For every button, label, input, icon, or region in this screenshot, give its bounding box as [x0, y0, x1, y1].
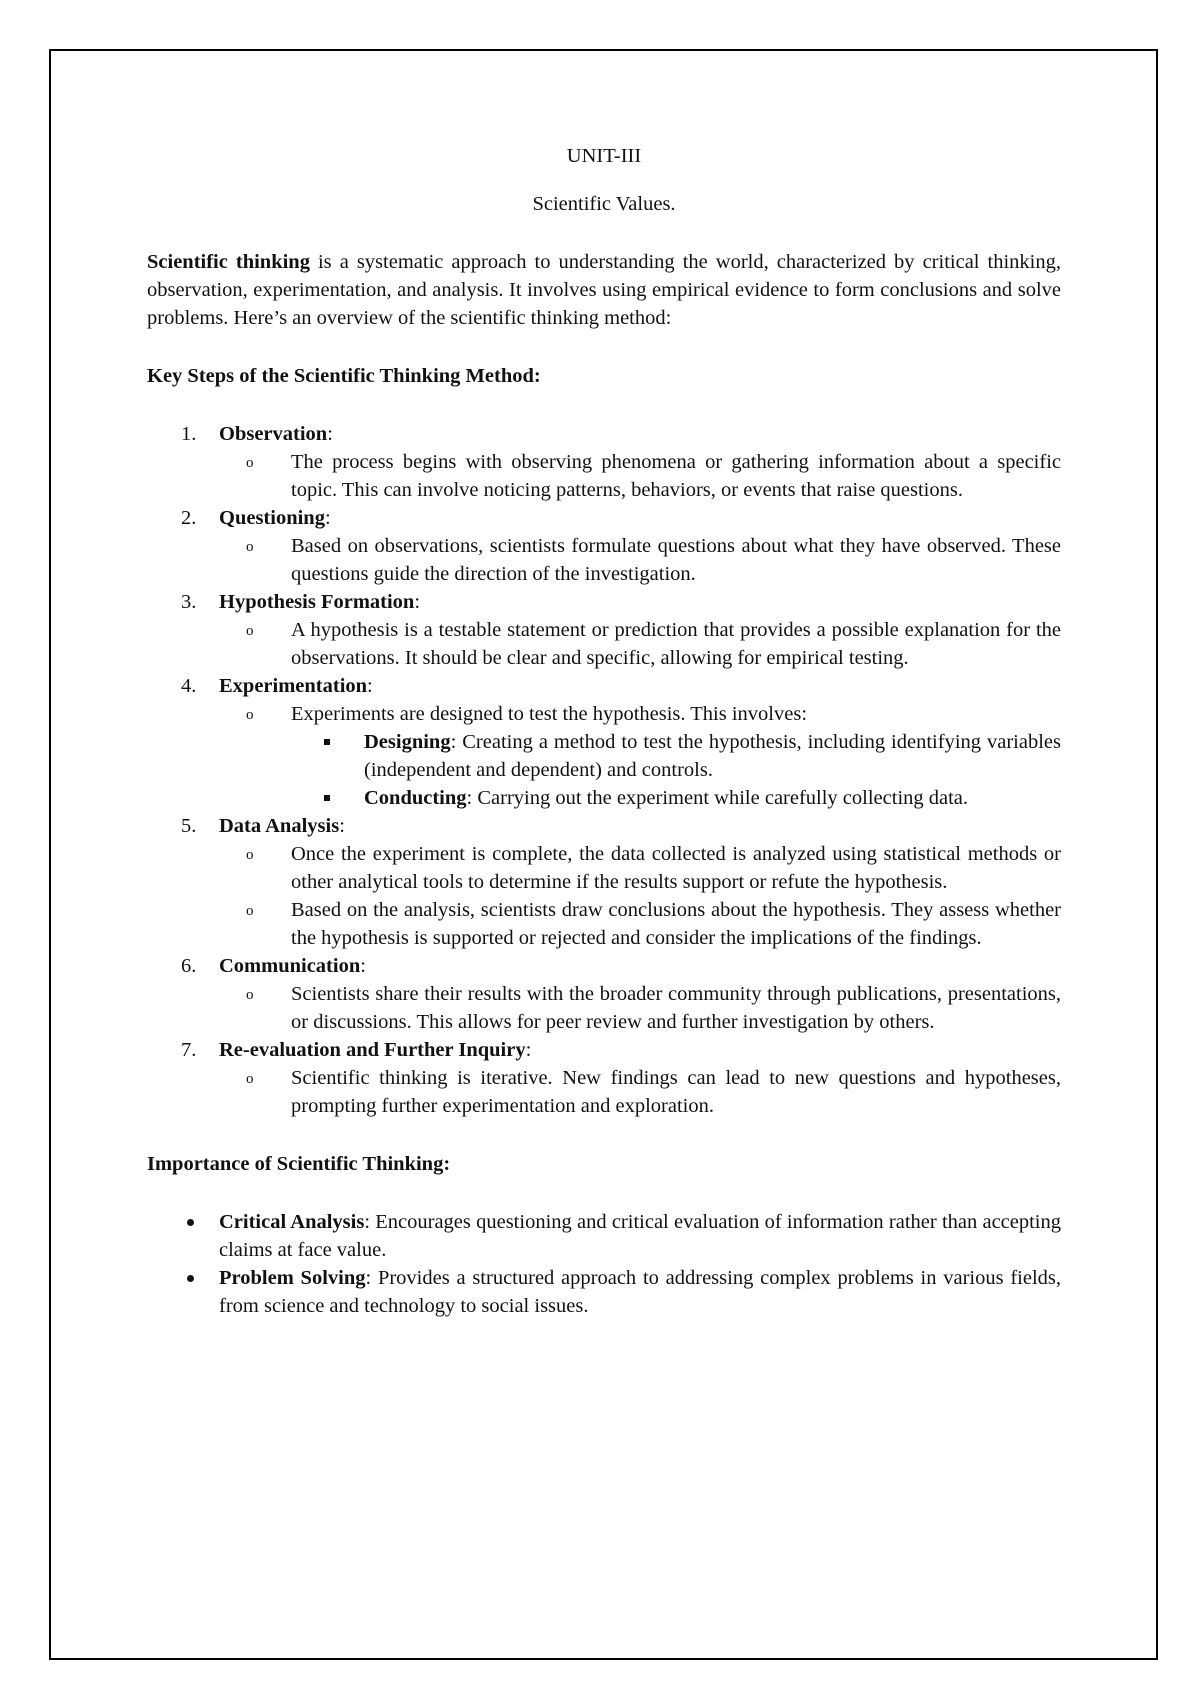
step-number: 7.: [181, 1039, 197, 1061]
step-item: [147, 1036, 1061, 1120]
step-number: 5.: [181, 815, 197, 837]
dot-bullet-icon: [187, 1275, 194, 1282]
step-title: Communication: [219, 955, 361, 977]
step-item: [147, 588, 1061, 672]
circle-bullet-icon: o: [246, 455, 254, 471]
steps-list: [147, 420, 1061, 1120]
importance-title: Problem Solving: [219, 1267, 366, 1289]
step-suffix: :: [414, 591, 421, 613]
intro-text: is a systematic approach to understanding the world, characterized by critical thinking, observation, experimentation, and analysis. It involves using empirical evidence to form conclusions and solve problems. Here’s an overview of the scientific thinking method:: [147, 251, 1061, 329]
sub-point-title: Designing: [364, 731, 451, 753]
step-points: [219, 840, 1061, 952]
step-points: [219, 616, 1061, 672]
importance-title: Critical Analysis: [219, 1211, 365, 1233]
step-point-text: Based on the analysis, scientists draw conclusions about the hypothesis. They assess whether the hypothesis is supported or rejected and consider the implications of the findings.: [291, 899, 1061, 949]
step-item: [147, 812, 1061, 952]
step-point-text: The process begins with observing phenomena or gathering information about a specific topic. This can involve noticing patterns, behaviors, or events that raise questions.: [291, 451, 1061, 501]
step-item: [147, 952, 1061, 1036]
step-item: [147, 504, 1061, 588]
circle-bullet-icon: o: [246, 903, 254, 919]
step-number: 3.: [181, 591, 197, 613]
step-point-text: Once the experiment is complete, the data collected is analyzed using statistical methods or other analytical tools to determine if the results support or refute the hypothesis.: [291, 843, 1061, 893]
circle-bullet-icon: o: [246, 539, 254, 555]
step-point-text: Experiments are designed to test the hypothesis. This involves:: [291, 703, 808, 725]
step-title: Experimentation: [219, 675, 368, 697]
step-number: 2.: [181, 507, 197, 529]
importance-heading: Importance of Scientific Thinking:: [147, 1153, 451, 1175]
intro-term: Scientific thinking: [147, 251, 310, 273]
step-item: [147, 420, 1061, 504]
step-point: [219, 840, 1061, 896]
step-item: [147, 672, 1061, 812]
step-point: [219, 700, 1061, 812]
step-points: [219, 700, 1061, 812]
dot-bullet-icon: [187, 1219, 194, 1226]
circle-bullet-icon: o: [246, 707, 254, 723]
step-point: [219, 980, 1061, 1036]
sub-point: [291, 728, 1061, 784]
step-suffix: :: [525, 1039, 532, 1061]
sub-point-text: : Creating a method to test the hypothesis, including identifying variables (independent and dependent) and controls.: [364, 731, 1061, 781]
key-steps-heading: Key Steps of the Scientific Thinking Method:: [147, 365, 541, 387]
step-suffix: :: [327, 423, 333, 445]
step-number: 6.: [181, 955, 197, 977]
importance-item: [147, 1208, 1061, 1264]
subtitle: Scientific Values.: [532, 193, 676, 215]
step-sub-points: [291, 728, 1061, 812]
step-suffix: :: [324, 507, 331, 529]
square-bullet-icon: [324, 739, 330, 745]
importance-item: [147, 1264, 1061, 1320]
step-point: [219, 616, 1061, 672]
step-title: Hypothesis Formation: [219, 591, 415, 613]
sub-point-text: : Carrying out the experiment while carefully collecting data.: [466, 787, 969, 809]
step-title: Questioning: [219, 507, 325, 529]
step-point: [219, 1064, 1061, 1120]
step-suffix: :: [339, 815, 345, 837]
sub-point: [291, 784, 1061, 812]
importance-list: [147, 1208, 1061, 1320]
step-point-text: Based on observations, scientists formulate questions about what they have observed. These questions guide the direction of the investigation.: [291, 535, 1061, 585]
importance-text: : Provides a structured approach to addressing complex problems in various fields, from science and technology to social issues.: [219, 1267, 1061, 1317]
circle-bullet-icon: o: [246, 987, 254, 1003]
step-points: [219, 448, 1061, 504]
step-suffix: :: [367, 675, 373, 697]
circle-bullet-icon: o: [246, 1071, 254, 1087]
step-point-text: Scientists share their results with the broader community through publications, presentations, or discussions. This allows for peer review and further investigation by others.: [291, 983, 1061, 1033]
step-point: [219, 896, 1061, 952]
step-point-text: A hypothesis is a testable statement or prediction that provides a possible explanation for the observations. It should be clear and specific, allowing for empirical testing.: [291, 619, 1061, 669]
step-points: [219, 1064, 1061, 1120]
circle-bullet-icon: o: [246, 847, 254, 863]
step-points: [219, 980, 1061, 1036]
intro-paragraph: [147, 248, 1061, 332]
document-body: [147, 142, 1061, 1320]
step-title: Observation: [219, 423, 328, 445]
circle-bullet-icon: o: [246, 623, 254, 639]
importance-text: : Encourages questioning and critical evaluation of information rather than accepting claims at face value.: [219, 1211, 1062, 1261]
step-title: Data Analysis: [219, 815, 340, 837]
square-bullet-icon: [324, 795, 330, 801]
step-number: 4.: [181, 675, 197, 697]
step-point: [219, 448, 1061, 504]
step-points: [219, 532, 1061, 588]
sub-point-title: Conducting: [364, 787, 467, 809]
unit-title: UNIT-III: [566, 145, 642, 167]
step-suffix: :: [360, 955, 366, 977]
step-point-text: Scientific thinking is iterative. New findings can lead to new questions and hypotheses, prompting further experimentation and exploration.: [291, 1067, 1061, 1117]
step-title: Re-evaluation and Further Inquiry: [219, 1039, 526, 1061]
step-number: 1.: [181, 423, 197, 445]
step-point: [219, 532, 1061, 588]
